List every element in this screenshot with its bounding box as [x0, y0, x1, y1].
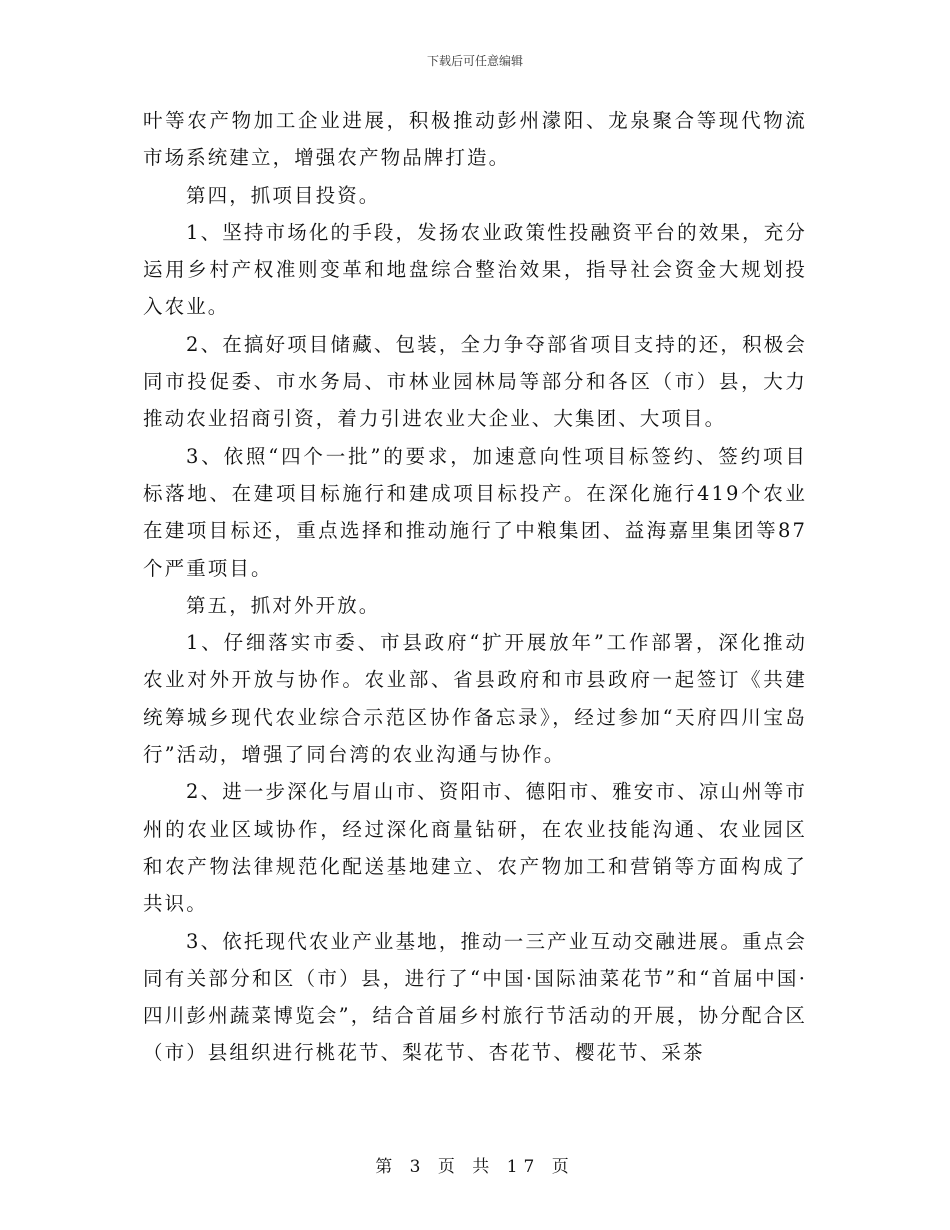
paragraph: 1、仔细落实市委、市县政府“扩开展放年”工作部署，深化推动农业对外开放与协作。农业部、省县政府和市县政府一起签订《共建统筹城乡现代农业综合示范区协作备忘录》，经过参加“天府四川宝岛行”活动，增强了同台湾的农业沟通与协作。: [143, 631, 807, 767]
page-header-note: 下载后可任意编辑: [426, 54, 523, 68]
paragraph: 3、依托现代农业产业基地，推动一三产业互动交融进展。重点会同有关部分和区（市）县，进行了“中国·国际油菜花节”和“首届中国·四川彭州蔬菜博览会”，结合首届乡村旅行节活动的开展，协分配合区（市）县组织进行桃花节、梨花节、杏花节、樱花节、采茶: [143, 929, 807, 1065]
section-heading: 第四，抓项目投资。: [186, 183, 381, 207]
section-heading: 第五，抓对外开放。: [186, 593, 381, 617]
document-body: [143, 102, 807, 1072]
paragraph: 3、依照“四个一批”的要求，加速意向性项目标签约、签约项目标落地、在建项目标施行和建成项目标投产。在深化施行419个农业在建项目标还，重点选择和推动施行了中粮集团、益海嘉里集团等87个严重项目。: [143, 444, 807, 580]
paragraph: 2、进一步深化与眉山市、资阳市、德阳市、雅安市、凉山州等市州的农业区域协作，经过深化商量钻研，在农业技能沟通、农业园区和农产物法律规范化配送基地建立、农产物加工和营销等方面构成了共识。: [143, 780, 807, 916]
paragraph: 叶等农产物加工企业进展，积极推动彭州濛阳、龙泉聚合等现代物流市场系统建立，增强农产物品牌打造。: [143, 109, 807, 170]
paragraph: 2、在搞好项目储藏、包装，全力争夺部省项目支持的还，积极会同市投促委、市水务局、市林业园林局等部分和各区（市）县，大力推动农业招商引资，着力引进农业大企业、大集团、大项目。: [143, 332, 807, 431]
paragraph: 1、坚持市场化的手段，发扬农业政策性投融资平台的效果，充分运用乡村产权准则变革和地盘综合整治效果，指导社会资金大规划投入农业。: [143, 220, 807, 319]
page-number-footer: 第 3 页 共 17 页: [375, 1157, 575, 1177]
